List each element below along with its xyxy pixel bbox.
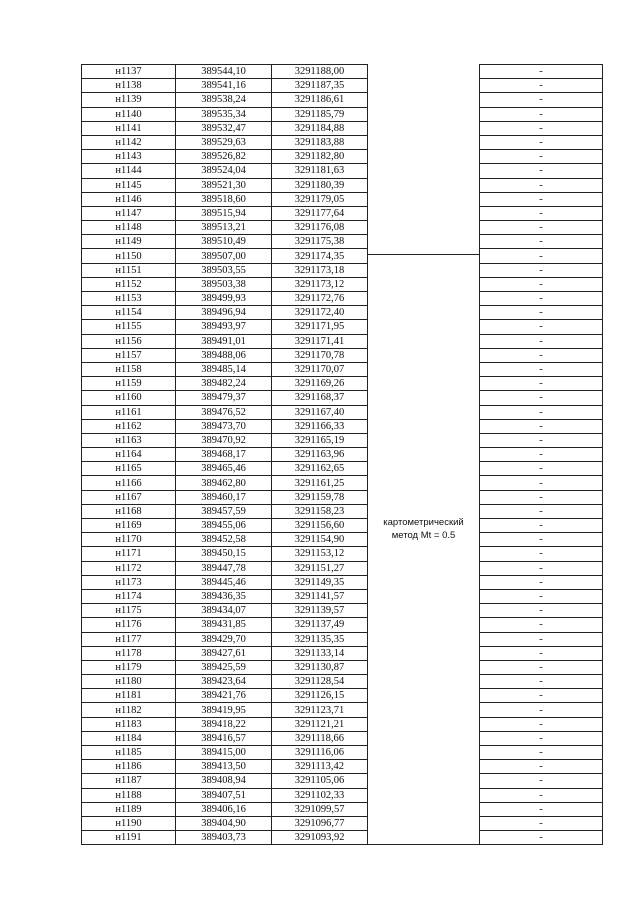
table-row <box>82 348 603 362</box>
dash-cell: - <box>480 448 603 462</box>
x-coordinate-cell: 389507,00 <box>176 249 272 263</box>
point-id-cell: н1160 <box>82 391 176 405</box>
table-row <box>82 221 603 235</box>
x-coordinate-cell: 389470,92 <box>176 433 272 447</box>
y-coordinate-cell: 3291154,90 <box>272 533 368 547</box>
point-id-cell: н1184 <box>82 731 176 745</box>
x-coordinate-cell: 389532,47 <box>176 121 272 135</box>
x-coordinate-cell: 389538,24 <box>176 93 272 107</box>
x-coordinate-cell: 389499,93 <box>176 292 272 306</box>
table-row <box>82 164 603 178</box>
method-label-line1: картометрический <box>383 517 464 529</box>
y-coordinate-cell: 3291171,95 <box>272 320 368 334</box>
dash-cell: - <box>480 575 603 589</box>
dash-cell: - <box>480 504 603 518</box>
y-coordinate-cell: 3291126,15 <box>272 689 368 703</box>
x-coordinate-cell: 389419,95 <box>176 703 272 717</box>
y-coordinate-cell: 3291180,39 <box>272 178 368 192</box>
x-coordinate-cell: 389496,94 <box>176 306 272 320</box>
x-coordinate-cell: 389406,16 <box>176 802 272 816</box>
point-id-cell: н1149 <box>82 235 176 249</box>
x-coordinate-cell: 389427,61 <box>176 646 272 660</box>
x-coordinate-cell: 389515,94 <box>176 206 272 220</box>
point-id-cell: н1152 <box>82 277 176 291</box>
x-coordinate-cell: 389476,52 <box>176 405 272 419</box>
y-coordinate-cell: 3291128,54 <box>272 675 368 689</box>
table-row <box>82 135 603 149</box>
dash-cell: - <box>480 746 603 760</box>
x-coordinate-cell: 389418,22 <box>176 717 272 731</box>
dash-cell: - <box>480 192 603 206</box>
y-coordinate-cell: 3291179,05 <box>272 192 368 206</box>
point-id-cell: н1175 <box>82 604 176 618</box>
y-coordinate-cell: 3291188,00 <box>272 65 368 79</box>
y-coordinate-cell: 3291169,26 <box>272 377 368 391</box>
table-row <box>82 433 603 447</box>
point-id-cell: н1190 <box>82 816 176 830</box>
point-id-cell: н1138 <box>82 79 176 93</box>
table-row <box>82 419 603 433</box>
y-coordinate-cell: 3291165,19 <box>272 433 368 447</box>
y-coordinate-cell: 3291173,18 <box>272 263 368 277</box>
point-id-cell: н1188 <box>82 788 176 802</box>
point-id-cell: н1154 <box>82 306 176 320</box>
x-coordinate-cell: 389429,70 <box>176 632 272 646</box>
x-coordinate-cell: 389526,82 <box>176 150 272 164</box>
y-coordinate-cell: 3291181,63 <box>272 164 368 178</box>
dash-cell: - <box>480 178 603 192</box>
dash-cell: - <box>480 235 603 249</box>
x-coordinate-cell: 389416,57 <box>176 731 272 745</box>
table-row <box>82 504 603 518</box>
y-coordinate-cell: 3291113,42 <box>272 760 368 774</box>
table-row <box>82 476 603 490</box>
table-row <box>82 334 603 348</box>
x-coordinate-cell: 389445,46 <box>176 575 272 589</box>
y-coordinate-cell: 3291187,35 <box>272 79 368 93</box>
y-coordinate-cell: 3291161,25 <box>272 476 368 490</box>
y-coordinate-cell: 3291099,57 <box>272 802 368 816</box>
x-coordinate-cell: 389407,51 <box>176 788 272 802</box>
x-coordinate-cell: 389541,16 <box>176 79 272 93</box>
dash-cell: - <box>480 731 603 745</box>
dash-cell: - <box>480 831 603 845</box>
dash-cell: - <box>480 476 603 490</box>
dash-cell: - <box>480 547 603 561</box>
y-coordinate-cell: 3291137,49 <box>272 618 368 632</box>
method-divider-line <box>367 254 479 255</box>
table-row <box>82 405 603 419</box>
dash-cell: - <box>480 221 603 235</box>
point-id-cell: н1180 <box>82 675 176 689</box>
point-id-cell: н1166 <box>82 476 176 490</box>
table-row <box>82 65 603 79</box>
point-id-cell: н1140 <box>82 107 176 121</box>
y-coordinate-cell: 3291123,71 <box>272 703 368 717</box>
point-id-cell: н1173 <box>82 575 176 589</box>
y-coordinate-cell: 3291185,79 <box>272 107 368 121</box>
x-coordinate-cell: 389468,17 <box>176 448 272 462</box>
x-coordinate-cell: 389503,55 <box>176 263 272 277</box>
x-coordinate-cell: 389535,34 <box>176 107 272 121</box>
point-id-cell: н1144 <box>82 164 176 178</box>
table-row <box>82 192 603 206</box>
point-id-cell: н1170 <box>82 533 176 547</box>
point-id-cell: н1155 <box>82 320 176 334</box>
table-row <box>82 362 603 376</box>
table-row <box>82 277 603 291</box>
x-coordinate-cell: 389465,46 <box>176 462 272 476</box>
point-id-cell: н1177 <box>82 632 176 646</box>
point-id-cell: н1187 <box>82 774 176 788</box>
y-coordinate-cell: 3291166,33 <box>272 419 368 433</box>
dash-cell: - <box>480 604 603 618</box>
y-coordinate-cell: 3291141,57 <box>272 589 368 603</box>
point-id-cell: н1165 <box>82 462 176 476</box>
point-id-cell: н1157 <box>82 348 176 362</box>
point-id-cell: н1147 <box>82 206 176 220</box>
table-row <box>82 306 603 320</box>
table-row <box>82 263 603 277</box>
table-row <box>82 760 603 774</box>
x-coordinate-cell: 389521,30 <box>176 178 272 192</box>
point-id-cell: н1183 <box>82 717 176 731</box>
table-row <box>82 206 603 220</box>
dash-cell: - <box>480 206 603 220</box>
x-coordinate-cell: 389403,73 <box>176 831 272 845</box>
y-coordinate-cell: 3291176,08 <box>272 221 368 235</box>
table-row <box>82 802 603 816</box>
table-row <box>82 249 603 263</box>
y-coordinate-cell: 3291175,38 <box>272 235 368 249</box>
dash-cell: - <box>480 320 603 334</box>
table-row <box>82 547 603 561</box>
point-id-cell: н1185 <box>82 746 176 760</box>
x-coordinate-cell: 389479,37 <box>176 391 272 405</box>
y-coordinate-cell: 3291156,60 <box>272 519 368 533</box>
y-coordinate-cell: 3291170,07 <box>272 362 368 376</box>
x-coordinate-cell: 389404,90 <box>176 816 272 830</box>
point-id-cell: н1168 <box>82 504 176 518</box>
point-id-cell: н1191 <box>82 831 176 845</box>
table-row <box>82 79 603 93</box>
dash-cell: - <box>480 362 603 376</box>
table-row <box>82 121 603 135</box>
point-id-cell: н1172 <box>82 561 176 575</box>
y-coordinate-cell: 3291133,14 <box>272 646 368 660</box>
table-row <box>82 675 603 689</box>
point-id-cell: н1141 <box>82 121 176 135</box>
table-row <box>82 604 603 618</box>
table-row <box>82 831 603 845</box>
y-coordinate-cell: 3291153,12 <box>272 547 368 561</box>
table-row <box>82 561 603 575</box>
point-id-cell: н1169 <box>82 519 176 533</box>
dash-cell: - <box>480 121 603 135</box>
table-row <box>82 632 603 646</box>
point-id-cell: н1179 <box>82 660 176 674</box>
dash-cell: - <box>480 263 603 277</box>
y-coordinate-cell: 3291130,87 <box>272 660 368 674</box>
y-coordinate-cell: 3291171,41 <box>272 334 368 348</box>
table-row <box>82 731 603 745</box>
y-coordinate-cell: 3291118,66 <box>272 731 368 745</box>
point-id-cell: н1145 <box>82 178 176 192</box>
point-id-cell: н1171 <box>82 547 176 561</box>
dash-cell: - <box>480 561 603 575</box>
dash-cell: - <box>480 348 603 362</box>
dash-cell: - <box>480 405 603 419</box>
coordinates-table <box>81 64 603 845</box>
table-row <box>82 462 603 476</box>
y-coordinate-cell: 3291172,76 <box>272 292 368 306</box>
point-id-cell: н1153 <box>82 292 176 306</box>
dash-cell: - <box>480 107 603 121</box>
table-row <box>82 589 603 603</box>
x-coordinate-cell: 389518,60 <box>176 192 272 206</box>
table-row <box>82 178 603 192</box>
dash-cell: - <box>480 675 603 689</box>
table-row <box>82 490 603 504</box>
dash-cell: - <box>480 135 603 149</box>
dash-cell: - <box>480 65 603 79</box>
x-coordinate-cell: 389493,97 <box>176 320 272 334</box>
y-coordinate-cell: 3291184,88 <box>272 121 368 135</box>
point-id-cell: н1189 <box>82 802 176 816</box>
point-id-cell: н1148 <box>82 221 176 235</box>
point-id-cell: н1156 <box>82 334 176 348</box>
x-coordinate-cell: 389450,15 <box>176 547 272 561</box>
dash-cell: - <box>480 717 603 731</box>
table-row <box>82 717 603 731</box>
x-coordinate-cell: 389460,17 <box>176 490 272 504</box>
table-row <box>82 646 603 660</box>
dash-cell: - <box>480 660 603 674</box>
point-id-cell: н1142 <box>82 135 176 149</box>
x-coordinate-cell: 389457,59 <box>176 504 272 518</box>
table-row <box>82 533 603 547</box>
x-coordinate-cell: 389503,38 <box>176 277 272 291</box>
dash-cell: - <box>480 618 603 632</box>
point-id-cell: н1162 <box>82 419 176 433</box>
point-id-cell: н1151 <box>82 263 176 277</box>
table-row <box>82 575 603 589</box>
point-id-cell: н1161 <box>82 405 176 419</box>
table-row <box>82 292 603 306</box>
x-coordinate-cell: 389529,63 <box>176 135 272 149</box>
y-coordinate-cell: 3291135,35 <box>272 632 368 646</box>
point-id-cell: н1139 <box>82 93 176 107</box>
dash-cell: - <box>480 433 603 447</box>
point-id-cell: н1159 <box>82 377 176 391</box>
dash-cell: - <box>480 277 603 291</box>
y-coordinate-cell: 3291183,88 <box>272 135 368 149</box>
point-id-cell: н1143 <box>82 150 176 164</box>
y-coordinate-cell: 3291163,96 <box>272 448 368 462</box>
table-row <box>82 618 603 632</box>
point-id-cell: н1178 <box>82 646 176 660</box>
dash-cell: - <box>480 632 603 646</box>
x-coordinate-cell: 389491,01 <box>176 334 272 348</box>
y-coordinate-cell: 3291177,64 <box>272 206 368 220</box>
table-row <box>82 816 603 830</box>
table-row <box>82 377 603 391</box>
table-row <box>82 150 603 164</box>
y-coordinate-cell: 3291149,35 <box>272 575 368 589</box>
point-id-cell: н1163 <box>82 433 176 447</box>
dash-cell: - <box>480 646 603 660</box>
x-coordinate-cell: 389431,85 <box>176 618 272 632</box>
point-id-cell: н1137 <box>82 65 176 79</box>
dash-cell: - <box>480 802 603 816</box>
y-coordinate-cell: 3291093,92 <box>272 831 368 845</box>
x-coordinate-cell: 389452,58 <box>176 533 272 547</box>
dash-cell: - <box>480 703 603 717</box>
y-coordinate-cell: 3291105,06 <box>272 774 368 788</box>
x-coordinate-cell: 389482,24 <box>176 377 272 391</box>
y-coordinate-cell: 3291121,21 <box>272 717 368 731</box>
table-row <box>82 448 603 462</box>
point-id-cell: н1150 <box>82 249 176 263</box>
x-coordinate-cell: 389524,04 <box>176 164 272 178</box>
dash-cell: - <box>480 589 603 603</box>
dash-cell: - <box>480 816 603 830</box>
dash-cell: - <box>480 79 603 93</box>
y-coordinate-cell: 3291173,12 <box>272 277 368 291</box>
x-coordinate-cell: 389488,06 <box>176 348 272 362</box>
dash-cell: - <box>480 292 603 306</box>
table-row <box>82 320 603 334</box>
x-coordinate-cell: 389436,35 <box>176 589 272 603</box>
x-coordinate-cell: 389423,64 <box>176 675 272 689</box>
dash-cell: - <box>480 519 603 533</box>
y-coordinate-cell: 3291159,78 <box>272 490 368 504</box>
y-coordinate-cell: 3291116,06 <box>272 746 368 760</box>
x-coordinate-cell: 389455,06 <box>176 519 272 533</box>
point-id-cell: н1164 <box>82 448 176 462</box>
y-coordinate-cell: 3291168,37 <box>272 391 368 405</box>
y-coordinate-cell: 3291186,61 <box>272 93 368 107</box>
point-id-cell: н1176 <box>82 618 176 632</box>
point-id-cell: н1181 <box>82 689 176 703</box>
dash-cell: - <box>480 150 603 164</box>
dash-cell: - <box>480 249 603 263</box>
x-coordinate-cell: 389408,94 <box>176 774 272 788</box>
dash-cell: - <box>480 306 603 320</box>
table-row <box>82 107 603 121</box>
dash-cell: - <box>480 788 603 802</box>
y-coordinate-cell: 3291170,78 <box>272 348 368 362</box>
y-coordinate-cell: 3291158,23 <box>272 504 368 518</box>
table-row <box>82 689 603 703</box>
x-coordinate-cell: 389462,80 <box>176 476 272 490</box>
table-row <box>82 660 603 674</box>
x-coordinate-cell: 389473,70 <box>176 419 272 433</box>
y-coordinate-cell: 3291167,40 <box>272 405 368 419</box>
x-coordinate-cell: 389425,59 <box>176 660 272 674</box>
dash-cell: - <box>480 93 603 107</box>
table-row <box>82 235 603 249</box>
table-row <box>82 703 603 717</box>
point-id-cell: н1167 <box>82 490 176 504</box>
x-coordinate-cell: 389485,14 <box>176 362 272 376</box>
dash-cell: - <box>480 462 603 476</box>
dash-cell: - <box>480 164 603 178</box>
dash-cell: - <box>480 391 603 405</box>
table-row <box>82 774 603 788</box>
point-id-cell: н1182 <box>82 703 176 717</box>
dash-cell: - <box>480 490 603 504</box>
table-row <box>82 93 603 107</box>
table-row <box>82 788 603 802</box>
dash-cell: - <box>480 334 603 348</box>
method-cell <box>368 65 480 845</box>
y-coordinate-cell: 3291172,40 <box>272 306 368 320</box>
x-coordinate-cell: 389415,00 <box>176 746 272 760</box>
dash-cell: - <box>480 760 603 774</box>
dash-cell: - <box>480 419 603 433</box>
y-coordinate-cell: 3291151,27 <box>272 561 368 575</box>
table-row <box>82 391 603 405</box>
point-id-cell: н1158 <box>82 362 176 376</box>
y-coordinate-cell: 3291162,65 <box>272 462 368 476</box>
x-coordinate-cell: 389447,78 <box>176 561 272 575</box>
method-label-line2: метод Mt = 0.5 <box>391 530 456 542</box>
y-coordinate-cell: 3291096,77 <box>272 816 368 830</box>
x-coordinate-cell: 389513,21 <box>176 221 272 235</box>
dash-cell: - <box>480 377 603 391</box>
dash-cell: - <box>480 689 603 703</box>
y-coordinate-cell: 3291182,80 <box>272 150 368 164</box>
dash-cell: - <box>480 533 603 547</box>
y-coordinate-cell: 3291174,35 <box>272 249 368 263</box>
table-row <box>82 746 603 760</box>
point-id-cell: н1186 <box>82 760 176 774</box>
coordinates-table-body <box>82 65 603 845</box>
x-coordinate-cell: 389544,10 <box>176 65 272 79</box>
table-row <box>82 519 603 533</box>
x-coordinate-cell: 389510,49 <box>176 235 272 249</box>
point-id-cell: н1174 <box>82 589 176 603</box>
x-coordinate-cell: 389421,76 <box>176 689 272 703</box>
x-coordinate-cell: 389434,07 <box>176 604 272 618</box>
x-coordinate-cell: 389413,50 <box>176 760 272 774</box>
point-id-cell: н1146 <box>82 192 176 206</box>
dash-cell: - <box>480 774 603 788</box>
y-coordinate-cell: 3291102,33 <box>272 788 368 802</box>
y-coordinate-cell: 3291139,57 <box>272 604 368 618</box>
